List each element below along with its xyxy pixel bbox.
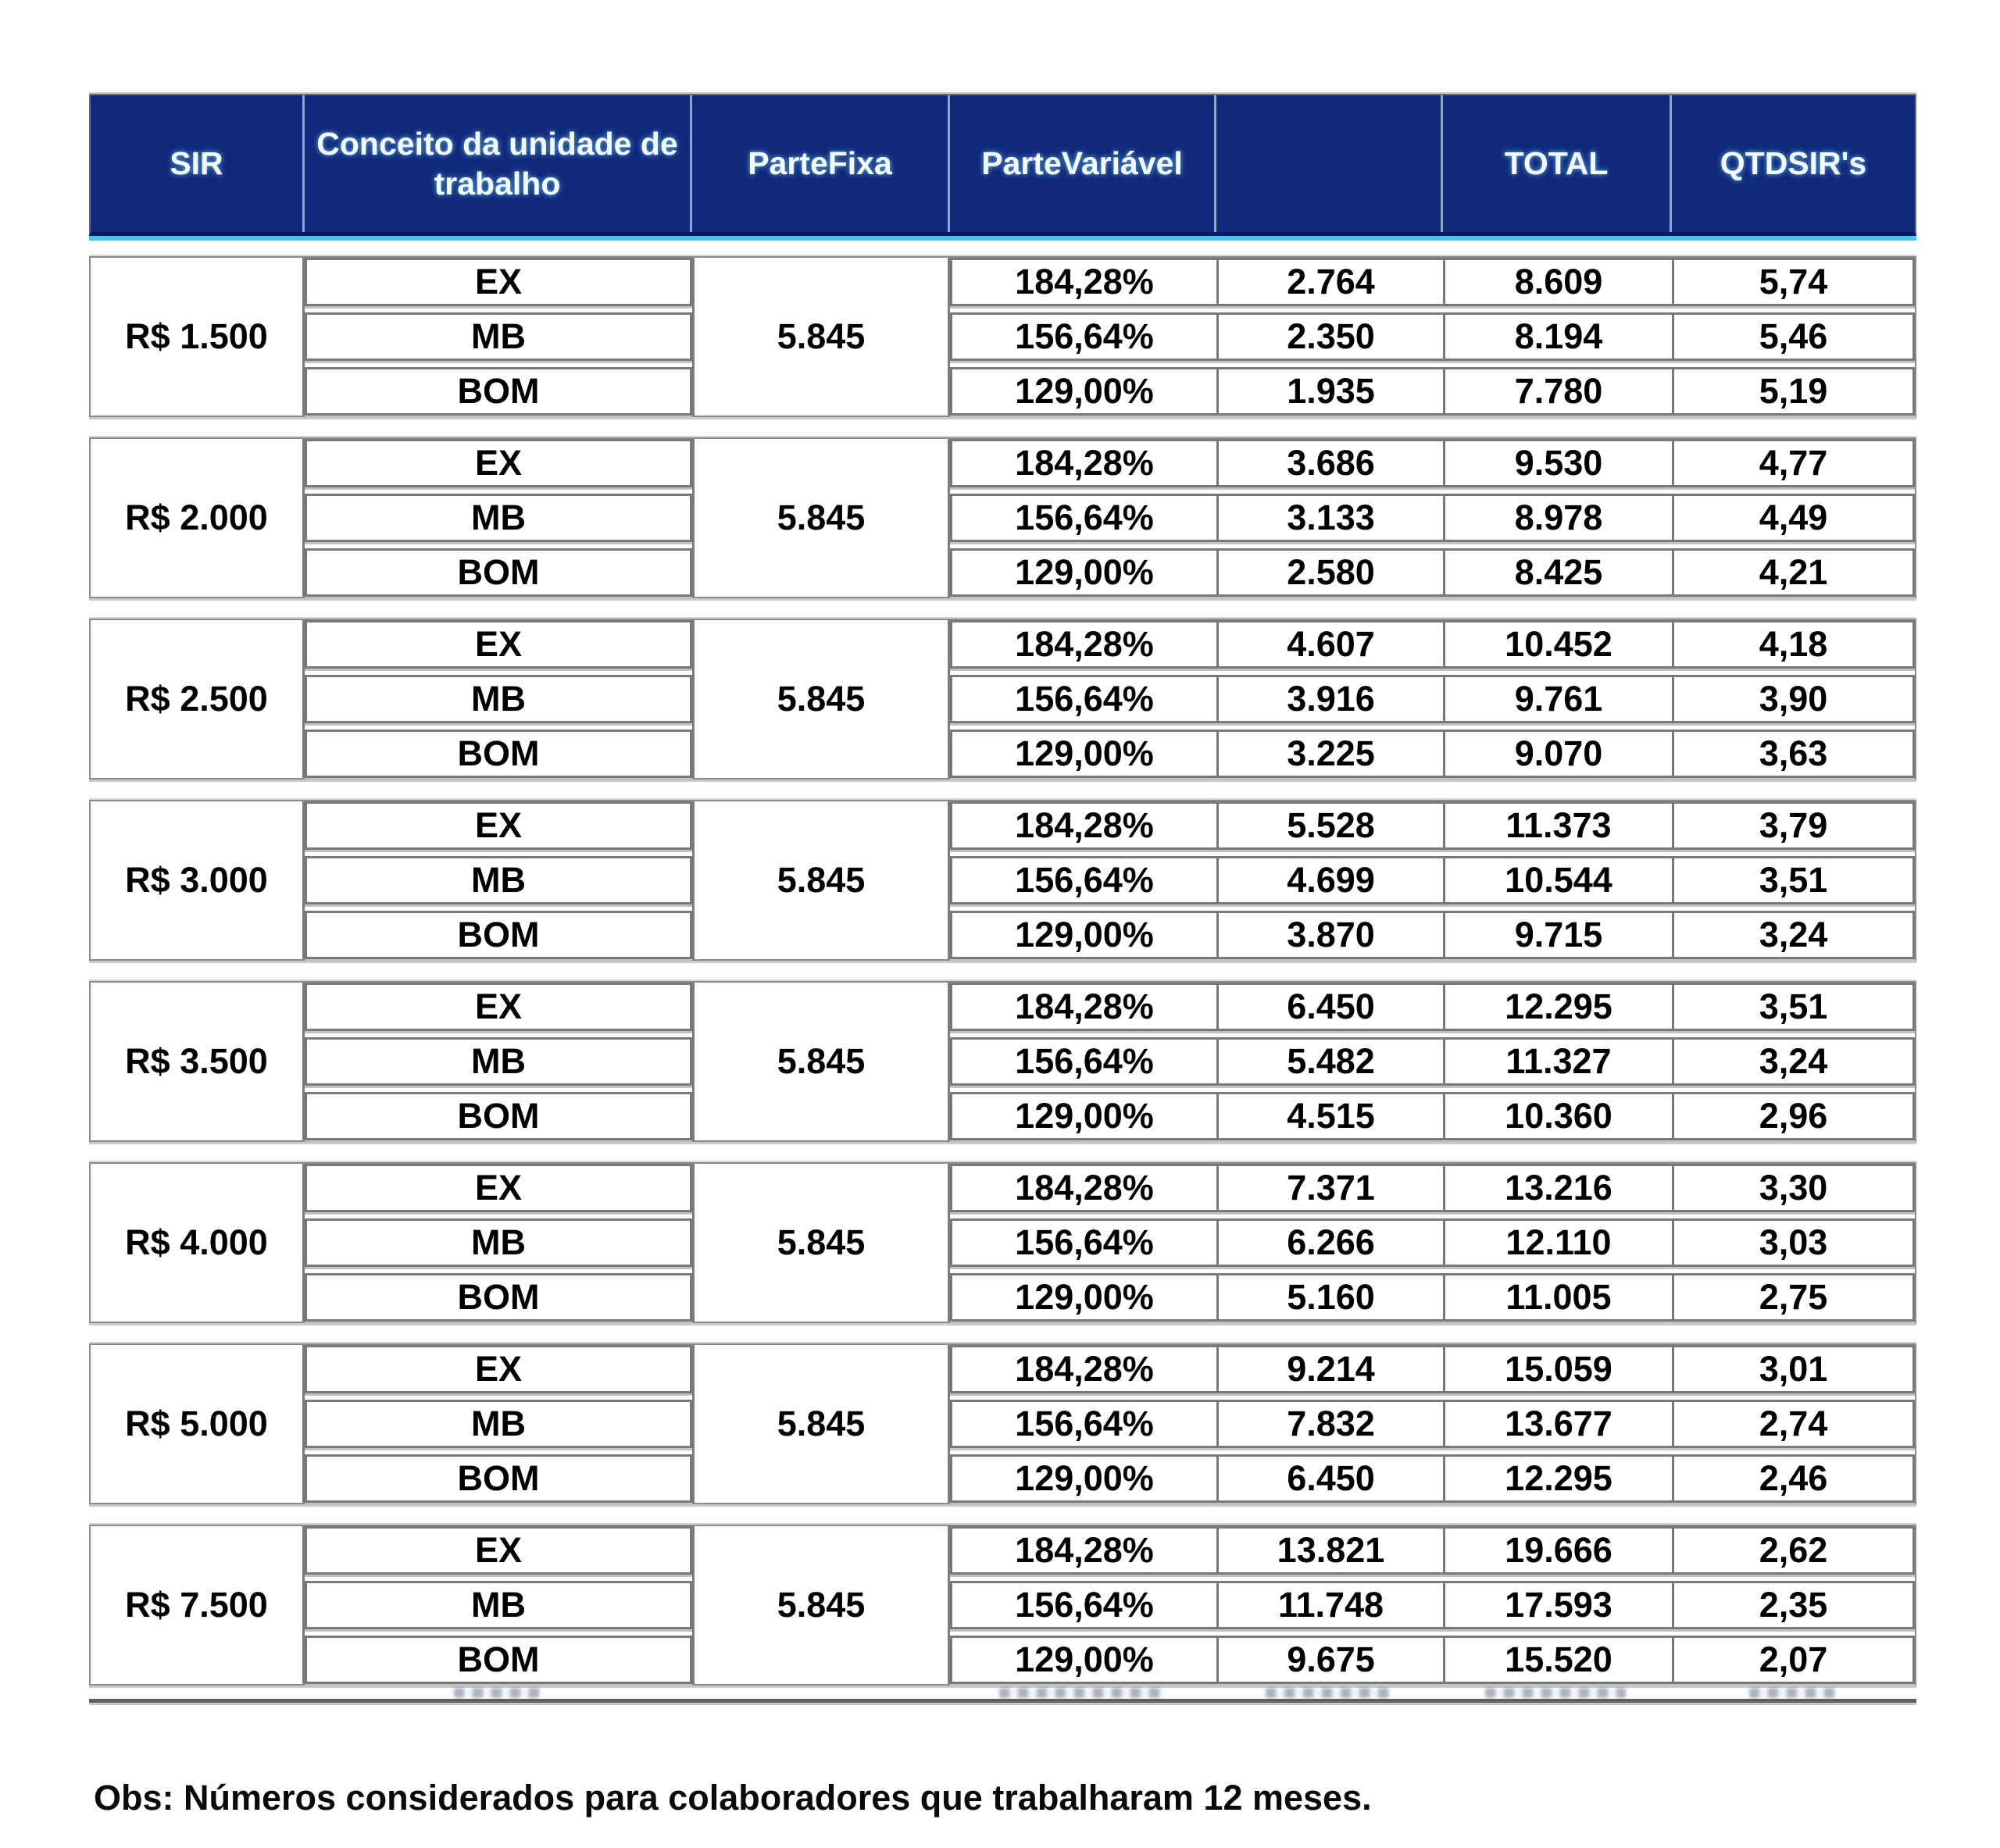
total-value: 9.530 — [1443, 441, 1672, 485]
concept-cell: BOM — [305, 548, 692, 597]
parte-variavel-pct: 184,28% — [1015, 624, 1154, 664]
column-header-qtdsirs: QTDSIR's — [1720, 145, 1867, 182]
total-value: 15.059 — [1443, 1347, 1672, 1391]
parte-variavel-pct: 156,64% — [1015, 860, 1154, 900]
table-row — [950, 1400, 1915, 1448]
parte-fixa-value: 5.845 — [692, 801, 950, 959]
concept-cell: MB — [305, 1581, 692, 1629]
sir-tier-label: R$ 2.500 — [91, 620, 305, 778]
cropped-cell-artifact — [454, 1688, 540, 1698]
qtd-sirs-value: 3,24 — [1672, 913, 1912, 957]
table-row — [950, 1345, 1915, 1393]
parte-fixa-value: 5.845 — [692, 620, 950, 778]
qtd-sirs-value: 4,21 — [1672, 551, 1912, 594]
parte-variavel-value: 4.607 — [1216, 623, 1443, 666]
total-value: 9.761 — [1443, 677, 1672, 721]
concept-cell: BOM — [305, 730, 692, 778]
parte-variavel-value: 9.214 — [1216, 1347, 1443, 1391]
concept-cell: BOM — [305, 1636, 692, 1684]
column-header-sir: SIR — [91, 95, 305, 232]
total-value: 12.295 — [1443, 985, 1672, 1029]
parte-variavel-value: 6.450 — [1216, 1457, 1443, 1500]
cropped-cell-artifact — [1485, 1688, 1626, 1698]
total-value: 8.978 — [1443, 496, 1672, 540]
total-value: 8.609 — [1443, 260, 1672, 304]
parte-fixa-value: 5.845 — [692, 1164, 950, 1322]
concept-cell: MB — [305, 1218, 692, 1267]
sir-tier-label: R$ 5.000 — [91, 1345, 305, 1503]
total-value: 13.677 — [1443, 1402, 1672, 1446]
total-value: 8.194 — [1443, 315, 1672, 359]
total-value: 19.666 — [1443, 1529, 1672, 1572]
parte-variavel-pct: 184,28% — [1015, 262, 1154, 301]
table-row — [950, 1037, 1915, 1086]
qtd-sirs-value: 4,18 — [1672, 623, 1912, 666]
column-header-conceito: Conceito da unidade de trabalho — [305, 95, 692, 232]
concept-cell: MB — [305, 1037, 692, 1086]
column-header-parte-variavel: ParteVariável — [950, 95, 1216, 232]
footnote: Obs: Números considerados para colaboradores que trabalharam 12 meses. — [94, 1778, 1372, 1818]
sir-tier-label: R$ 4.000 — [91, 1164, 305, 1322]
total-value: 12.295 — [1443, 1457, 1672, 1500]
qtd-sirs-value: 2,75 — [1672, 1275, 1912, 1319]
total-value: 11.327 — [1443, 1040, 1672, 1083]
concept-cell: MB — [305, 494, 692, 542]
concept-cell: BOM — [305, 911, 692, 959]
sir-tier-label: R$ 1.500 — [91, 258, 305, 416]
qtd-sirs-value: 2,74 — [1672, 1402, 1912, 1446]
parte-variavel-value: 6.266 — [1216, 1221, 1443, 1265]
concept-cell: EX — [305, 258, 692, 306]
parte-variavel-value: 13.821 — [1216, 1529, 1443, 1572]
qtd-sirs-value: 2,35 — [1672, 1583, 1912, 1627]
qtd-sirs-value: 2,96 — [1672, 1094, 1912, 1138]
total-value: 15.520 — [1443, 1638, 1672, 1682]
parte-fixa-value: 5.845 — [692, 1345, 950, 1503]
concept-cell: EX — [305, 801, 692, 850]
qtd-sirs-value: 2,07 — [1672, 1638, 1912, 1682]
total-value: 10.360 — [1443, 1094, 1672, 1138]
parte-variavel-value: 4.515 — [1216, 1094, 1443, 1138]
table-row — [950, 1454, 1915, 1503]
sir-group-5000 — [89, 1343, 1916, 1504]
concept-cell: EX — [305, 983, 692, 1031]
cropped-cell-artifact — [1749, 1688, 1835, 1698]
parte-fixa-value: 5.845 — [692, 1526, 950, 1684]
table-row — [950, 983, 1915, 1031]
parte-variavel-pct: 129,00% — [1015, 1639, 1154, 1679]
sir-group-1500 — [89, 256, 1916, 417]
parte-variavel-value: 5.528 — [1216, 804, 1443, 847]
concept-cell: MB — [305, 856, 692, 904]
table-row — [950, 801, 1915, 850]
parte-fixa-value: 5.845 — [692, 983, 950, 1140]
parte-variavel-value: 6.450 — [1216, 985, 1443, 1029]
cropped-row-artifact — [89, 1686, 1916, 1703]
concept-cell: BOM — [305, 1092, 692, 1140]
parte-variavel-pct: 156,64% — [1015, 1585, 1154, 1625]
table-row — [950, 312, 1915, 361]
sir-tier-label: R$ 7.500 — [91, 1526, 305, 1684]
parte-variavel-pct: 156,64% — [1015, 1041, 1154, 1081]
sir-group-3500 — [89, 981, 1916, 1142]
parte-variavel-pct: 184,28% — [1015, 443, 1154, 483]
qtd-sirs-value: 2,62 — [1672, 1529, 1912, 1572]
sir-tier-label: R$ 2.000 — [91, 439, 305, 597]
qtd-sirs-value: 3,24 — [1672, 1040, 1912, 1083]
parte-variavel-value: 3.870 — [1216, 913, 1443, 957]
sir-group-2500 — [89, 619, 1916, 780]
column-header-total: TOTAL — [1443, 95, 1672, 232]
qtd-sirs-value: 5,74 — [1672, 260, 1912, 304]
total-value: 10.544 — [1443, 858, 1672, 902]
qtd-sirs-value: 4,49 — [1672, 496, 1912, 540]
concept-cell: MB — [305, 1400, 692, 1448]
concept-cell: BOM — [305, 1454, 692, 1503]
parte-variavel-value: 2.350 — [1216, 315, 1443, 359]
parte-variavel-pct: 129,00% — [1015, 371, 1154, 411]
table-row — [950, 1636, 1915, 1684]
qtd-sirs-value: 5,19 — [1672, 369, 1912, 413]
parte-fixa-value: 5.845 — [692, 439, 950, 597]
total-value: 10.452 — [1443, 623, 1672, 666]
parte-variavel-pct: 184,28% — [1015, 805, 1154, 845]
parte-variavel-pct: 184,28% — [1015, 1349, 1154, 1389]
table-row — [950, 1164, 1915, 1212]
cropped-cell-artifact — [999, 1688, 1163, 1698]
parte-variavel-pct: 129,00% — [1015, 1277, 1154, 1317]
parte-variavel-pct: 156,64% — [1015, 1404, 1154, 1443]
table-row — [950, 367, 1915, 416]
concept-cell: EX — [305, 1526, 692, 1575]
qtd-sirs-value: 4,77 — [1672, 441, 1912, 485]
parte-variavel-pct: 156,64% — [1015, 1222, 1154, 1262]
total-value: 8.425 — [1443, 551, 1672, 594]
concept-cell: BOM — [305, 367, 692, 416]
qtd-sirs-value: 5,46 — [1672, 315, 1912, 359]
parte-variavel-pct: 129,00% — [1015, 915, 1154, 954]
table-row — [950, 675, 1915, 723]
parte-variavel-value: 7.832 — [1216, 1402, 1443, 1446]
total-value: 17.593 — [1443, 1583, 1672, 1627]
concept-cell: MB — [305, 675, 692, 723]
qtd-sirs-value: 3,90 — [1672, 677, 1912, 721]
sir-tier-label: R$ 3.500 — [91, 983, 305, 1140]
table-row — [950, 1526, 1915, 1575]
total-value: 9.715 — [1443, 913, 1672, 957]
sir-group-3000 — [89, 800, 1916, 961]
parte-variavel-pct: 129,00% — [1015, 733, 1154, 773]
concept-cell: EX — [305, 1345, 692, 1393]
qtd-sirs-value: 3,01 — [1672, 1347, 1912, 1391]
concept-cell: EX — [305, 620, 692, 669]
parte-variavel-value: 7.371 — [1216, 1166, 1443, 1210]
table-row — [950, 620, 1915, 669]
table-row — [950, 911, 1915, 959]
column-header-blank — [1216, 95, 1443, 232]
parte-variavel-pct: 156,64% — [1015, 498, 1154, 537]
parte-variavel-value: 5.482 — [1216, 1040, 1443, 1083]
parte-variavel-value: 3.686 — [1216, 441, 1443, 485]
parte-variavel-value: 2.764 — [1216, 260, 1443, 304]
concept-cell: EX — [305, 1164, 692, 1212]
concept-cell: EX — [305, 439, 692, 487]
table-row — [950, 1218, 1915, 1267]
table-row — [950, 439, 1915, 487]
total-value: 13.216 — [1443, 1166, 1672, 1210]
table-row — [950, 494, 1915, 542]
qtd-sirs-value: 3,63 — [1672, 732, 1912, 776]
sir-group-4000 — [89, 1162, 1916, 1323]
total-value: 12.110 — [1443, 1221, 1672, 1265]
table-header-row — [89, 94, 1916, 236]
sir-group-2000 — [89, 437, 1916, 598]
cropped-cell-artifact — [1266, 1688, 1391, 1698]
qtd-sirs-value: 3,51 — [1672, 858, 1912, 902]
table-row — [950, 1092, 1915, 1140]
parte-variavel-value: 2.580 — [1216, 551, 1443, 594]
parte-variavel-pct: 129,00% — [1015, 1458, 1154, 1498]
qtd-sirs-value: 3,51 — [1672, 985, 1912, 1029]
sir-tier-label: R$ 3.000 — [91, 801, 305, 959]
total-value: 7.780 — [1443, 369, 1672, 413]
table-row — [950, 1581, 1915, 1629]
column-header-parte-fixa: ParteFixa — [692, 95, 950, 232]
parte-variavel-pct: 129,00% — [1015, 1096, 1154, 1136]
parte-variavel-pct: 156,64% — [1015, 316, 1154, 356]
parte-variavel-value: 1.935 — [1216, 369, 1443, 413]
parte-variavel-pct: 184,28% — [1015, 986, 1154, 1026]
total-value: 11.373 — [1443, 804, 1672, 847]
concept-cell: MB — [305, 312, 692, 361]
total-value: 9.070 — [1443, 732, 1672, 776]
concept-cell: BOM — [305, 1273, 692, 1322]
parte-variavel-pct: 129,00% — [1015, 552, 1154, 592]
table-row — [950, 258, 1915, 306]
qtd-sirs-value: 3,30 — [1672, 1166, 1912, 1210]
parte-variavel-value: 11.748 — [1216, 1583, 1443, 1627]
total-value: 11.005 — [1443, 1275, 1672, 1319]
table-row — [950, 1273, 1915, 1322]
qtd-sirs-value: 3,79 — [1672, 804, 1912, 847]
parte-variavel-pct: 184,28% — [1015, 1168, 1154, 1208]
parte-variavel-value: 3.916 — [1216, 677, 1443, 721]
parte-fixa-value: 5.845 — [692, 258, 950, 416]
table-row — [950, 730, 1915, 778]
parte-variavel-value: 9.675 — [1216, 1638, 1443, 1682]
parte-variavel-value: 4.699 — [1216, 858, 1443, 902]
table-row — [950, 856, 1915, 904]
parte-variavel-pct: 156,64% — [1015, 679, 1154, 719]
qtd-sirs-value: 2,46 — [1672, 1457, 1912, 1500]
parte-variavel-value: 3.225 — [1216, 732, 1443, 776]
qtd-sirs-value: 3,03 — [1672, 1221, 1912, 1265]
parte-variavel-value: 3.133 — [1216, 496, 1443, 540]
parte-variavel-pct: 184,28% — [1015, 1530, 1154, 1570]
parte-variavel-value: 5.160 — [1216, 1275, 1443, 1319]
sir-group-7500 — [89, 1525, 1916, 1686]
sir-compensation-table — [89, 94, 1916, 1818]
table-row — [950, 548, 1915, 597]
